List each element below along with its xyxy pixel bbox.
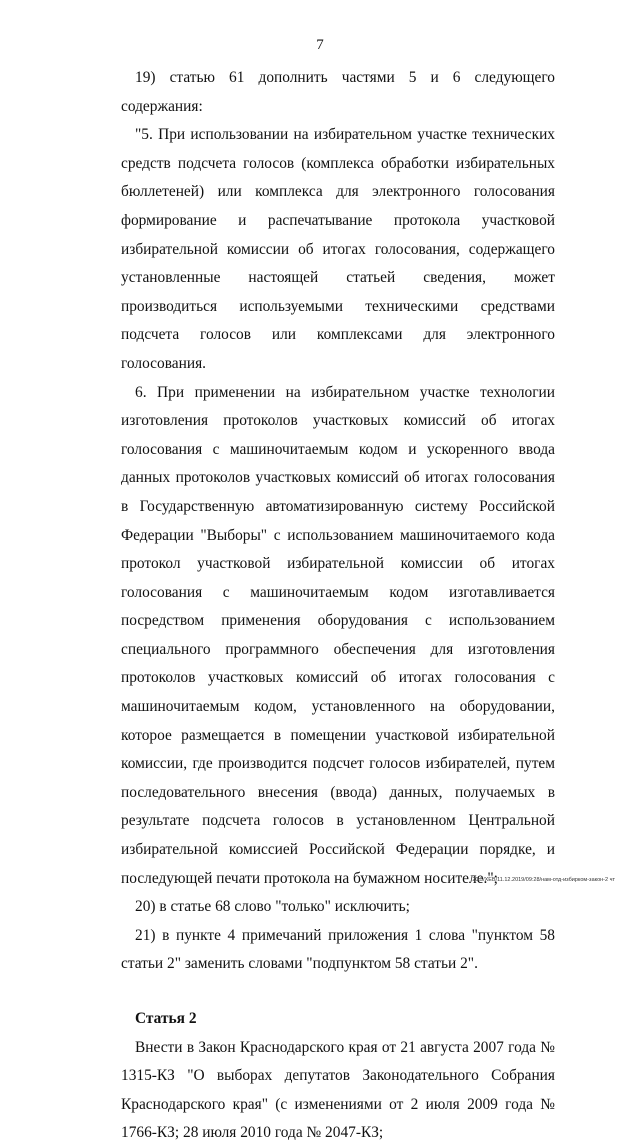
paragraph-item-19: 19) статью 61 дополнить частями 5 и 6 следующего содержания: (121, 69, 555, 115)
document-body (121, 64, 555, 1148)
paragraph-part-5: "5. При использовании на избирательном участке технических средств подсчета голосов (комплекса обработки избирательных бюллетеней) или комплекса для электронного голосования формирование и распечатывание протокола участковой избирательной комиссии об итогах голосования, содержащего установленные настоящей статьей сведения, может производиться используемыми техническими средствами подсчета голосов или комплексами для электронного голосования. (121, 126, 555, 372)
paragraph-item-21: 21) в пункте 4 примечаний приложения 1 слова "пунктом 58 статьи 2" заменить словами "подпунктом 58 статьи 2". (121, 926, 555, 973)
footer-document-code: 20.3/XEB/11.12.2019/09:28/нам-отд-избирком-закон-2 чт (472, 877, 615, 883)
paragraph-item-20: 20) в статье 68 слово "только" исключить; (135, 898, 410, 916)
paragraph-part-6: 6. При применении на избирательном участке технологии изготовления протоколов участковых комиссий об итогах голосования с машиночитаемым кодом и ускоренного ввода данных протоколов участковых комиссий об итогах голосования в Государственную автоматизированную систему Российской Федерации "Выборы" с использованием машиночитаемого кода протокол участковой избирательной комиссии об итогах голосования с машиночитаемым кодом изготавливается посредством применения оборудования с использованием специального программного обеспечения для изготовления протоколов участковых комиссий об итогах голосования с машиночитаемым кодом, установленного на оборудовании, которое размещается в помещении участковой избирательной комиссии, где производится подсчет голосов избирателей, путем последовательного внесения (ввода) данных, получаемых в результате подсчета голосов в установленном Центральной избирательной комиссией Российской Федерации порядке, и последующей печати протокола на бумажном носителе."; (121, 383, 555, 887)
page-number: 7 (316, 37, 324, 53)
paragraph-article-2-intro: Внести в Закон Краснодарского края от 21 августа 2007 года № 1315-КЗ "О выборах депутатов Законодательного Собрания Краснодарского края" (с изменениями от 2 июля 2009 года № 1766-КЗ; 28 июля 2010 года № 2047-КЗ; (121, 1038, 555, 1142)
article-heading: Статья 2 (135, 1010, 197, 1027)
